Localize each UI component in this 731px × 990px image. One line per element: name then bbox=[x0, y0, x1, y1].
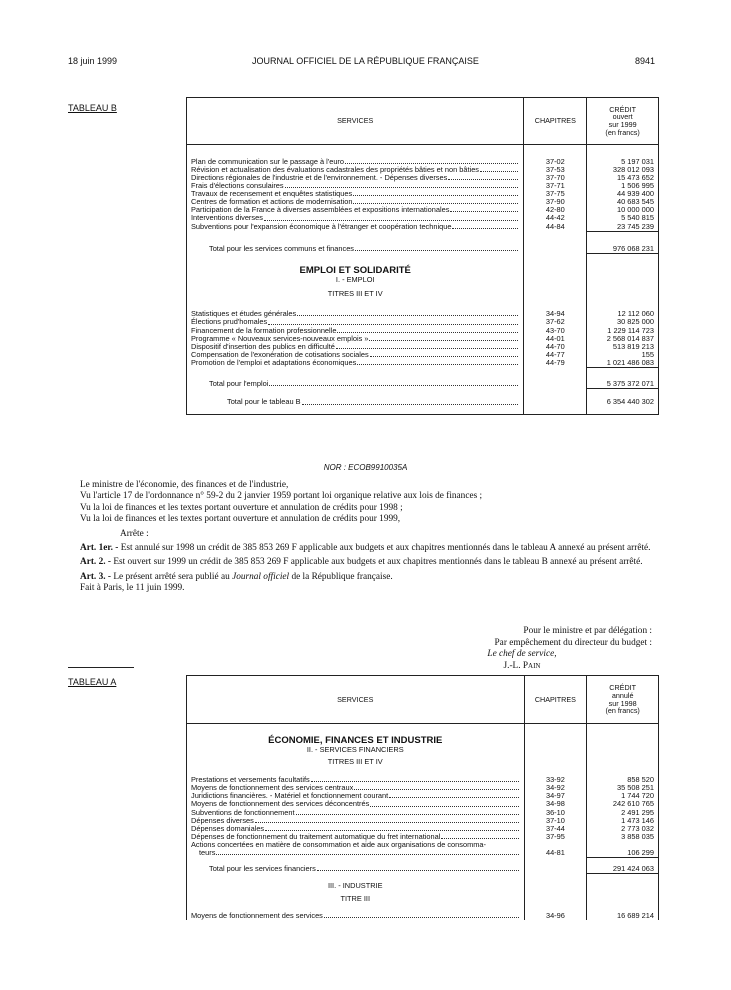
row-chapitre: 37-95 bbox=[524, 833, 587, 841]
row-chapitre: 44-01 bbox=[524, 335, 587, 343]
tableau-b-group2-rows bbox=[187, 310, 659, 367]
row-amount: 15 473 652 bbox=[587, 174, 659, 182]
row-label-cell: Subventions pour l'expansion économique à l'étranger et coopération technique bbox=[187, 223, 524, 232]
separator-rule bbox=[68, 667, 134, 668]
row-amount: 44 939 400 bbox=[587, 190, 659, 198]
section-titres-a: TITRES III ET IV bbox=[187, 758, 525, 776]
row-amount: 2 773 032 bbox=[587, 825, 659, 833]
row-chapitre: 37-75 bbox=[524, 190, 587, 198]
vu-line-2: Vu la loi de finances et les textes portant ouverture et annulation de crédits pour 1998 ; bbox=[80, 502, 403, 513]
row-label-cell: Révision et actualisation des évaluations cadastrales des propriétés bâties et non bâties bbox=[187, 166, 524, 174]
row-amount: 1 473 146 bbox=[587, 817, 659, 825]
minister-line: Le ministre de l'économie, des finances et de l'industrie, bbox=[80, 480, 289, 490]
vu-line-3: Vu la loi de finances et les textes portant ouverture et annulation de crédits pour 1999, bbox=[80, 514, 401, 525]
row-chapitre: 37-53 bbox=[524, 166, 587, 174]
row-label-cell: Statistiques et études générales bbox=[187, 310, 524, 318]
row-amount: 858 520 bbox=[587, 776, 659, 784]
row-label-cell: Prestations et versements facultatifs bbox=[187, 776, 525, 784]
table-row: Actions concertées en matière de consommation et aide aux organisations de consomma- teurs 44-81 106 299 bbox=[187, 841, 659, 857]
fait-a-paris: Fait à Paris, le 11 juin 1999. bbox=[80, 583, 185, 594]
row-amount: 2 568 014 837 bbox=[587, 335, 659, 343]
row-label-cell: Promotion de l'emploi et adaptations économiques bbox=[187, 359, 524, 368]
row-label-cell: Compensation de l'exonération de cotisations sociales bbox=[187, 351, 524, 359]
row-chapitre: 44-77 bbox=[524, 351, 587, 359]
row-chapitre: 34-94 bbox=[524, 310, 587, 318]
arrete-word: Arrête : bbox=[120, 528, 149, 539]
row-label-cell: Interventions diverses bbox=[187, 214, 524, 222]
row-chapitre: 37-44 bbox=[524, 825, 587, 833]
row-chapitre: 44-70 bbox=[524, 343, 587, 351]
row-amount: 1 229 114 723 bbox=[587, 327, 659, 335]
row-chapitre: 34-98 bbox=[524, 800, 587, 808]
row-label-cell: Plan de communication sur le passage à l'euro bbox=[187, 158, 524, 166]
row-chapitre: 37-10 bbox=[524, 817, 587, 825]
table-row bbox=[187, 359, 659, 368]
row-chapitre: 43-70 bbox=[524, 327, 587, 335]
header-page-number: 8941 bbox=[634, 56, 655, 66]
row-chapitre: 37-02 bbox=[524, 158, 587, 166]
row-chapitre: 37-71 bbox=[524, 182, 587, 190]
total-services-communs: Total pour les services communs et finances 976 068 231 bbox=[187, 245, 659, 254]
row-chapitre: 44-79 bbox=[524, 359, 587, 368]
col-header-credit: CRÉDIT ouvert sur 1999 (en francs) bbox=[587, 98, 659, 145]
row-chapitre: 34-97 bbox=[524, 792, 587, 800]
section-sub-emploi: I. - EMPLOI bbox=[187, 276, 524, 290]
row-label-cell: Frais d'élections consulaires bbox=[187, 182, 524, 190]
section-title-economie: ÉCONOMIE, FINANCES ET INDUSTRIE bbox=[187, 736, 525, 746]
row-label-cell: Participation de la France à diverses assemblées et expositions internationales bbox=[187, 206, 524, 214]
row-label-cell: Financement de la formation professionnelle bbox=[187, 327, 524, 335]
tableau-a-label: TABLEAU A bbox=[68, 677, 117, 687]
row-label-cell: Moyens de fonctionnement des services centraux bbox=[187, 784, 525, 792]
tableau-b-label: TABLEAU B bbox=[68, 103, 117, 113]
row-label-cell: Juridictions financières. - Matériel et fonctionnement courant bbox=[187, 792, 525, 800]
col-header-chapitres: CHAPITRES bbox=[524, 98, 587, 145]
row-amount: 2 491 295 bbox=[587, 809, 659, 817]
article-3: Art. 3. - Le présent arrêté sera publié au Journal officiel de la République française. bbox=[80, 571, 393, 582]
row-amount: 5 197 031 bbox=[587, 158, 659, 166]
row-chapitre: 44-84 bbox=[524, 223, 587, 232]
section-sub-industrie: III. - INDUSTRIE bbox=[187, 882, 525, 895]
row-chapitre: 42-80 bbox=[524, 206, 587, 214]
row-chapitre: 36-10 bbox=[524, 809, 587, 817]
row-label-cell: Centres de formation et actions de modernisation bbox=[187, 198, 524, 206]
row-amount: 513 819 213 bbox=[587, 343, 659, 351]
tableau-b-group1-rows bbox=[187, 158, 659, 232]
table-row: Moyens de fonctionnement des services 34-96 16 689 214 bbox=[187, 912, 659, 920]
row-chapitre: 44-42 bbox=[524, 214, 587, 222]
row-amount: 242 610 765 bbox=[587, 800, 659, 808]
section-title-emploi: EMPLOI ET SOLIDARITÉ bbox=[187, 266, 524, 276]
row-label-cell: Dépenses diverses bbox=[187, 817, 525, 825]
row-amount: 328 012 093 bbox=[587, 166, 659, 174]
row-label-cell: Dépenses domaniales bbox=[187, 825, 525, 833]
section-sub-services-financiers: II. - SERVICES FINANCIERS bbox=[187, 746, 525, 758]
col-header-credit: CRÉDIT annulé sur 1998 (en francs) bbox=[587, 676, 659, 724]
row-amount: 1 744 720 bbox=[587, 792, 659, 800]
row-chapitre: 37-90 bbox=[524, 198, 587, 206]
row-chapitre: 34-92 bbox=[524, 784, 587, 792]
row-amount: 3 858 035 bbox=[587, 833, 659, 841]
row-amount: 30 825 000 bbox=[587, 318, 659, 326]
signature-block: Pour le ministre et par délégation : Par empêchement du directeur du budget : Le chef de service, J.-L. Pain bbox=[487, 626, 652, 671]
col-header-services: SERVICES bbox=[187, 98, 524, 145]
nor-reference: NOR : ECOB9910035A bbox=[323, 463, 408, 472]
row-amount: 155 bbox=[587, 351, 659, 359]
row-chapitre: 37-70 bbox=[524, 174, 587, 182]
row-label-cell: Élections prud'homales bbox=[187, 318, 524, 326]
row-amount: 5 540 815 bbox=[587, 214, 659, 222]
total-services-financiers: Total pour les services financiers 291 424 063 bbox=[187, 865, 659, 874]
table-row bbox=[187, 223, 659, 232]
row-label-cell: Dispositif d'insertion des publics en difficulté bbox=[187, 343, 524, 351]
vu-line-1: Vu l'article 17 de l'ordonnance n° 59-2 du 2 janvier 1959 portant loi organique relative aux lois de finances ; bbox=[80, 491, 483, 502]
section-titres-emploi: TITRES III ET IV bbox=[187, 290, 524, 310]
arrete-body bbox=[68, 480, 658, 595]
header-journal-title: JOURNAL OFFICIEL DE LA RÉPUBLIQUE FRANÇAISE bbox=[252, 56, 479, 66]
row-amount: 1 021 486 083 bbox=[587, 359, 659, 368]
total-emploi: Total pour l'emploi 5 375 372 071 bbox=[187, 380, 659, 389]
row-label-cell: Travaux de recensement et enquêtes statistiques bbox=[187, 190, 524, 198]
article-1: Art. 1er. - Est annulé sur 1998 un crédit de 385 853 269 F applicable aux budgets et aux chapitres mentionnés dans le tableau A annexé au présent arrêté. bbox=[80, 543, 651, 554]
row-label-cell: Moyens de fonctionnement des services déconcentrés bbox=[187, 800, 525, 808]
section-titre-iii: TITRE III bbox=[187, 895, 525, 912]
row-chapitre: 33-92 bbox=[524, 776, 587, 784]
row-chapitre: 37-62 bbox=[524, 318, 587, 326]
row-amount: 40 683 545 bbox=[587, 198, 659, 206]
tableau-b bbox=[186, 97, 659, 415]
row-label-cell: Subventions de fonctionnement bbox=[187, 809, 525, 817]
article-2: Art. 2. - Est ouvert sur 1999 un crédit de 385 853 269 F applicable aux budgets et aux chapitres mentionnés dans le tableau B annexé au présent arrêté. bbox=[80, 557, 643, 568]
row-label-cell: Programme « Nouveaux services-nouveaux emplois » bbox=[187, 335, 524, 343]
row-amount: 10 000 000 bbox=[587, 206, 659, 214]
row-amount: 12 112 060 bbox=[587, 310, 659, 318]
row-label-cell: Directions régionales de l'industrie et de l'environnement. - Dépenses diverses bbox=[187, 174, 524, 182]
row-amount: 35 508 251 bbox=[587, 784, 659, 792]
col-header-chapitres: CHAPITRES bbox=[524, 676, 587, 724]
tableau-a-rows bbox=[187, 776, 659, 841]
table-row bbox=[187, 809, 659, 817]
row-amount: 1 506 995 bbox=[587, 182, 659, 190]
col-header-services: SERVICES bbox=[187, 676, 525, 724]
row-label-cell: Dépenses de fonctionnement du traitement automatique du fret international bbox=[187, 833, 525, 841]
tableau-a bbox=[186, 675, 659, 920]
header-date: 18 juin 1999 bbox=[68, 56, 118, 66]
total-tableau-b: Total pour le tableau B 6 354 440 302 bbox=[187, 398, 659, 414]
row-amount: 23 745 239 bbox=[587, 223, 659, 232]
